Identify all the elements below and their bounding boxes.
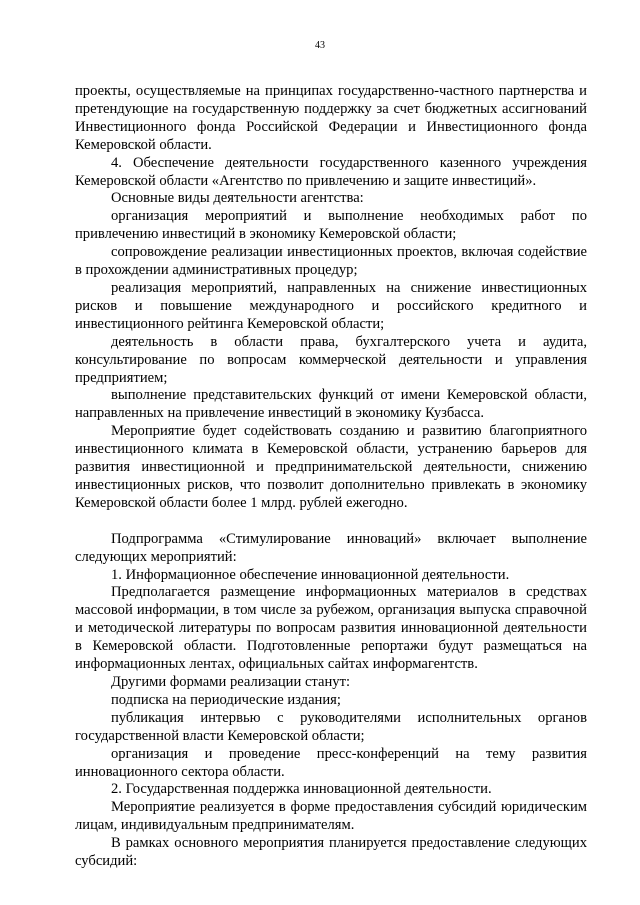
paragraph-info-materials: Предполагается размещение информационных материалов в средствах массовой информации, в том числе за рубежом, организация выпуска справочной и методической литературы по вопросам развития инновационной деятельности в Кемеровской области. Подготовленные репортажи будут размещаться на информационных лентах, официальных сайтах информагентств.	[75, 584, 587, 673]
paragraph-activity-1: организация мероприятий и выполнение необходимых работ по привлечению инвестиций в экономику Кемеровской области;	[75, 208, 587, 243]
paragraph-other-forms: Другими формами реализации станут:	[111, 674, 351, 690]
paragraph-gap	[75, 513, 587, 531]
page-number: 43	[315, 40, 325, 51]
paragraph-subprogram-intro: Подпрограмма «Стимулирование инноваций» включает выполнение следующих мероприятий:	[75, 530, 587, 565]
paragraph-form-2: публикация интервью с руководителями исполнительных органов государственной власти Кемеровской области;	[75, 709, 587, 744]
paragraph-subsidies-list-intro: В рамках основного мероприятия планируется предоставление следующих субсидий:	[75, 835, 587, 870]
paragraph-activity-5: выполнение представительских функций от имени Кемеровской области, направленных на привлечение инвестиций в экономику Кузбасса.	[75, 387, 587, 422]
paragraph-activity-2: сопровождение реализации инвестиционных проектов, включая содействие в прохождении административных процедур;	[75, 244, 587, 279]
paragraph-activities-heading: Основные виды деятельности агентства:	[111, 190, 364, 207]
paragraph-form-3: организация и проведение пресс-конференций на тему развития инновационного сектора области.	[75, 745, 587, 780]
paragraph-activity-3: реализация мероприятий, направленных на снижение инвестиционных рисков и повышение международного и российского кредитного и инвестиционного рейтинга Кемеровской области;	[75, 279, 587, 332]
paragraph-item-2: 2. Государственная поддержка инновационной деятельности.	[111, 781, 492, 798]
paragraph-form-1: подписка на периодические издания;	[111, 691, 341, 708]
paragraph-investment-projects: проекты, осуществляемые на принципах государственно-частного партнерства и претендующие на государственную поддержку за счет бюджетных ассигнований Инвестиционного фонда Российской Федерации и Инвестиционного фонда Кемеровской области.	[75, 83, 587, 153]
paragraph-activity-4: деятельность в области права, бухгалтерского учета и аудита, консультирование по вопросам коммерческой деятельности и управления предприятием;	[75, 333, 587, 386]
paragraph-item-1: 1. Информационное обеспечение инновационной деятельности.	[111, 566, 510, 583]
document-body	[75, 83, 587, 871]
paragraph-item-4: 4. Обеспечение деятельности государственного казенного учреждения Кемеровской области «Агентство по привлечению и защите инвестиций».	[75, 154, 587, 189]
paragraph-measure-effect: Мероприятие будет содействовать созданию и развитию благоприятного инвестиционного климата в Кемеровской области, устранению барьеров для развития инвестиционной и предпринимательской деятельности, снижению инвестиционных рисков, что позволит дополнительно привлекать в экономику Кемеровской области более 1 млрд. рублей ежегодно.	[75, 423, 587, 511]
paragraph-subsidies-form: Мероприятие реализуется в форме предоставления субсидий юридическим лицам, индивидуальным предпринимателям.	[75, 799, 587, 834]
